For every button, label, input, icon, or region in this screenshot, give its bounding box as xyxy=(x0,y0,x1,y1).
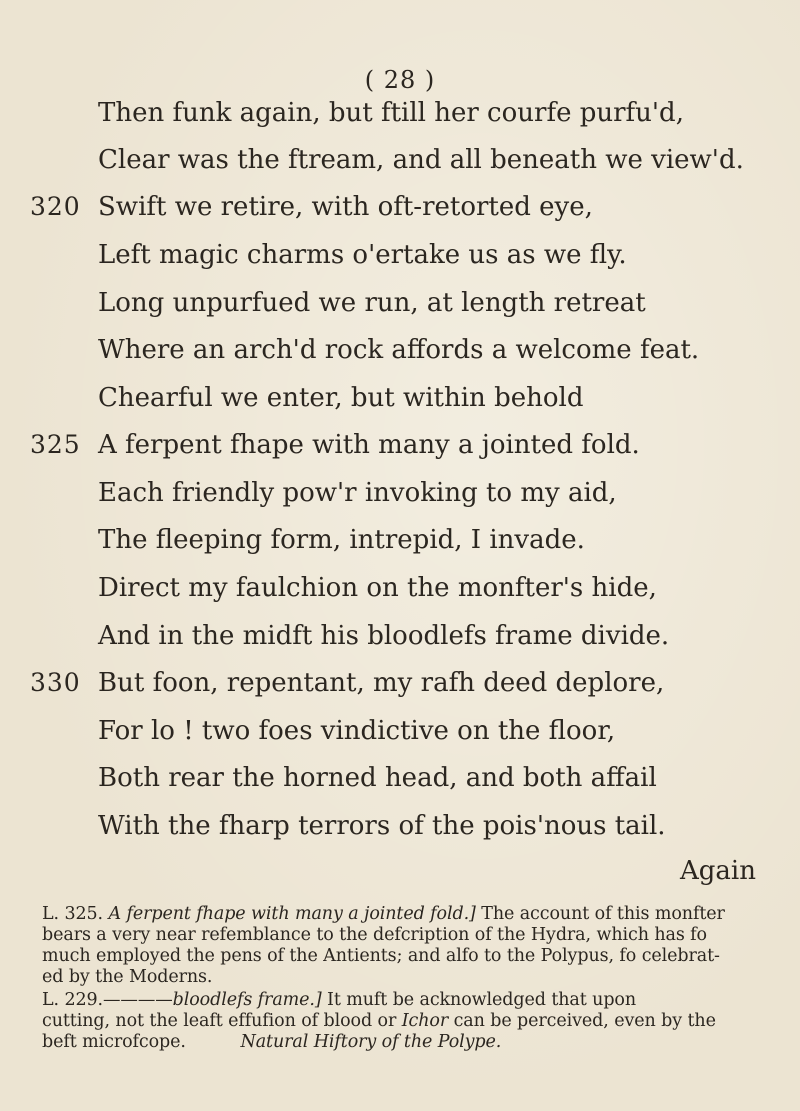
verse-line xyxy=(0,573,800,621)
verse-text: Swift we retire, with oft-retorted eye, xyxy=(98,192,593,222)
verse-text: Chearful we enter, but within behold xyxy=(98,383,584,413)
verse-text: The fleeping form, intrepid, I invade. xyxy=(98,525,585,555)
verse-line xyxy=(0,525,800,573)
footnote-text: beft microfcope. xyxy=(42,1032,186,1052)
footnote-line xyxy=(42,1011,762,1032)
footnote-text: cutting, not the leaft effufion of blood or xyxy=(42,1011,402,1031)
verse-text: Clear was the ftream, and all beneath we view'd. xyxy=(98,145,744,175)
footnote-dash: ———— xyxy=(103,990,173,1010)
footnote-lemma: A ferpent fhape with many a jointed fold.] xyxy=(108,904,476,924)
verse-text: Both rear the horned head, and both affail xyxy=(98,763,657,793)
footnote-line: bears a very near refemblance to the defcription of the Hydra, which has fo xyxy=(42,925,707,945)
footnote-text: can be perceived, even by the xyxy=(448,1011,716,1031)
catchword: Again xyxy=(680,856,756,886)
footnote-1 xyxy=(42,904,762,988)
footnote-2 xyxy=(42,990,762,1053)
verse-line xyxy=(0,192,800,240)
footnote-text: The account of this monfter xyxy=(475,904,725,924)
line-number: 325 xyxy=(30,430,81,459)
footnote-line: ed by the Moderns. xyxy=(42,967,213,987)
verse-text: Left magic charms o'ertake us as we fly. xyxy=(98,240,627,270)
footnote-line: much employed the pens of the Antients; and alfo to the Polypus, fo celebrat- xyxy=(42,946,720,966)
verse-text: A ferpent fhape with many a jointed fold. xyxy=(98,430,640,460)
footnote-lemma: bloodlefs frame.] xyxy=(172,990,322,1010)
verse-line xyxy=(0,478,800,526)
footnote-ref: L. 229. xyxy=(42,990,104,1010)
verse-line xyxy=(0,621,800,669)
verse-line xyxy=(0,811,800,859)
verse-text: Where an arch'd rock affords a welcome feat. xyxy=(98,335,700,365)
verse-line xyxy=(0,288,800,336)
verse-text: For lo ! two foes vindictive on the floor, xyxy=(98,716,616,746)
verse-line xyxy=(0,383,800,431)
verse-line xyxy=(0,668,800,716)
verse-line xyxy=(0,98,800,146)
verse-text: And in the midft his bloodlefs frame divide. xyxy=(98,621,670,651)
verse-line xyxy=(0,716,800,764)
footnote-source: Natural Hiftory of the Polype. xyxy=(240,1032,502,1052)
verse-text: Then funk again, but ftill her courfe purfu'd, xyxy=(98,98,684,128)
footnote-ref: L. 325. xyxy=(42,904,104,924)
line-number: 330 xyxy=(30,668,81,697)
verse-line xyxy=(0,335,800,383)
verse-text: With the fharp terrors of the pois'nous tail. xyxy=(98,811,666,841)
footnote-line xyxy=(42,990,762,1011)
verse-line xyxy=(0,145,800,193)
footnote-line xyxy=(42,904,762,925)
page-number: ( 28 ) xyxy=(364,66,436,94)
line-number: 320 xyxy=(30,192,81,221)
verse-text: Long unpurfued we run, at length retreat xyxy=(98,288,646,318)
footnote-text: It muft be acknowledged that upon xyxy=(321,990,637,1010)
verse-text: But foon, repentant, my rafh deed deplore, xyxy=(98,668,665,698)
verse-line xyxy=(0,430,800,478)
verse-text: Each friendly pow'r invoking to my aid, xyxy=(98,478,617,508)
verse-line xyxy=(0,240,800,288)
verse-text: Direct my faulchion on the monfter's hide, xyxy=(98,573,657,603)
footnote-line xyxy=(42,1032,762,1053)
verse-line xyxy=(0,763,800,811)
footnote-ichor: Ichor xyxy=(401,1011,449,1031)
